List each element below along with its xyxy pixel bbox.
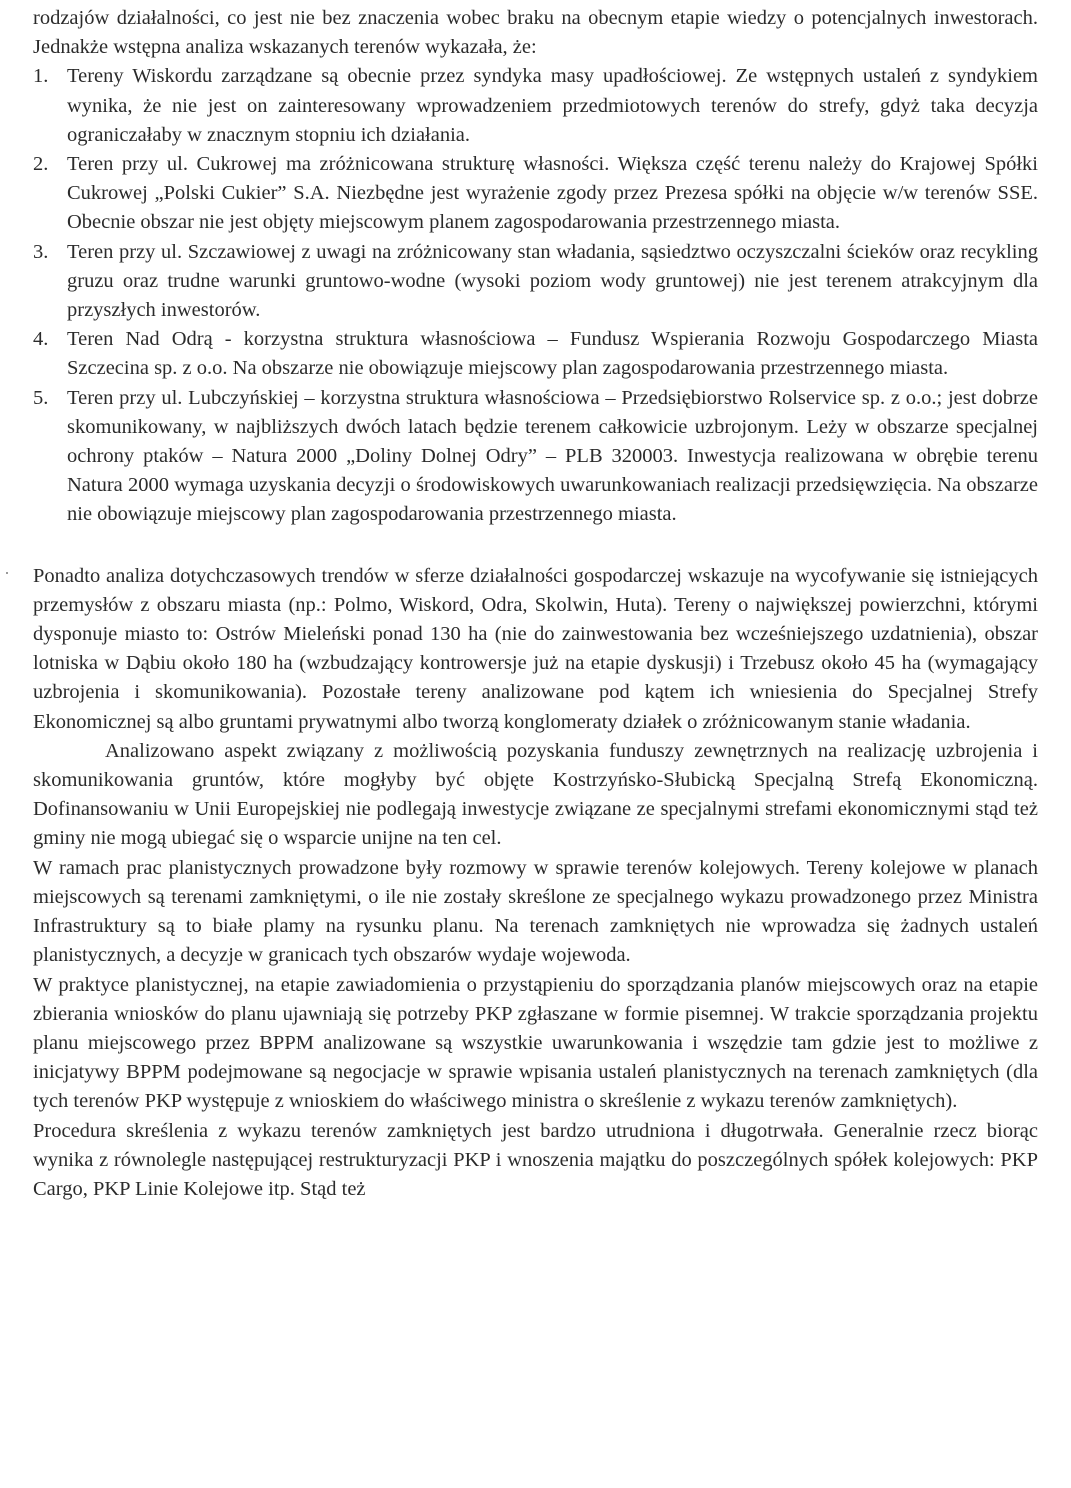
list-item-text: Teren przy ul. Cukrowej ma zróżnicowana strukturę własności. Większa część terenu należy do Krajowej Spółki Cukrowej „Polski Cukier” S.A. Niezbędne jest wyrażenie zgody przez Prezesa spółki na objęcie w/w terenów SSE. Obecnie obszar nie jest objęty miejscowym planem zagospodarowania przestrzennego miasta.: [67, 153, 1038, 234]
list-item-number: 4.: [33, 328, 49, 351]
scan-margin-mark: [6, 572, 8, 574]
list-item-number: 2.: [33, 153, 49, 176]
list-item-number: 5.: [33, 386, 49, 409]
list-item-text: Tereny Wiskordu zarządzane są obecnie przez syndyka masy upadłościowej. Ze wstępnych ustaleń z syndykiem wynika, że nie jest on zainteresowany wprowadzeniem przedmiotowych terenów do strefy, gdyż taka decyzja ograniczałaby w znacznym stopniu ich działania.: [67, 65, 1038, 146]
list-item-text: Teren Nad Odrą - korzystna struktura własnościowa – Fundusz Wspierania Rozwoju Gospodarczego Miasta Szczecina sp. z o.o. Na obszarze nie obowiązuje miejscowy plan zagospodarowania przestrzennego miasta.: [67, 328, 1038, 380]
site-analysis-list: [33, 62, 1038, 529]
intro-paragraph: rodzajów działalności, co jest nie bez znaczenia wobec braku na obecnym etapie wiedzy o potencjalnych inwestorach. Jednakże wstępna analiza wskazanych terenów wykazała, że:: [33, 7, 1038, 59]
list-item-text: Teren przy ul. Szczawiowej z uwagi na zróżnicowany stan władania, sąsiedztwo oczyszczalni ścieków oraz recykling gruzu oraz trudne warunki gruntowo-wodne (wysoki poziom wody gruntowej) nie jest terenem atrakcyjnym dla przyszłych inwestorów.: [67, 240, 1038, 322]
section-spacer: [33, 530, 1038, 562]
body-paragraph: W praktyce planistycznej, na etapie zawiadomienia o przystąpieniu do sporządzania planów miejscowych oraz na etapie zbierania wniosków do planu ujawniają się potrzeby PKP zgłaszane w formie pisemnej. W trakcie sporządzania projektu planu miejscowego przez BPPM analizowane są wszystkie uwarunkowania i wszędzie tam gdzie jest to możliwe z inicjatywy BPPM podejmowane są negocjacje w sprawie wpisania ustaleń planistycznych na terenach zamkniętych (dla tych terenów PKP występuje z wnioskiem do właściwego ministra o skreślenie z wykazu terenów zamkniętych).: [33, 973, 1038, 1113]
body-paragraph: Analizowano aspekt związany z możliwością pozyskania funduszy zewnętrznych na realizację uzbrojenia i skomunikowania gruntów, które mogłyby być objęte Kostrzyńsko-Słubicką Specjalną Strefą Ekonomiczną. Dofinansowaniu w Unii Europejskiej nie podlegają inwestycje związane ze specjalnymi strefami ekonomicznymi stąd też gminy nie mogą ubiegać się o wsparcie unijne na ten cel.: [33, 739, 1038, 850]
list-item-text: Teren przy ul. Lubczyńskiej – korzystna struktura własnościowa – Przedsiębiorstwo Rolservice sp. z o.o.; jest dobrze skomunikowany, w najbliższych dwóch latach będzie terenem całkowicie uzbrojonym. Leży w obszarze specjalnej ochrony ptaków – Natura 2000 „Doliny Dolnej Odry” – PLB 320003. Inwestycja realizowana w obrębie terenu Natura 2000 wymaga uzyskania decyzji o środowiskowych uwarunkowaniach realizacji przedsięwzięcia. Na obszarze nie obowiązuje miejscowy plan zagospodarowania przestrzennego miasta.: [67, 386, 1038, 526]
list-item: [33, 150, 1038, 238]
list-item-number: 3.: [33, 240, 49, 263]
list-item: [33, 62, 1038, 150]
body-paragraph: Procedura skreślenia z wykazu terenów zamkniętych jest bardzo utrudniona i długotrwała. Generalnie rzecz biorąc wynika z równolegle następującej restrukturyzacji PKP i wnoszenia majątku do poszczególnych spółek kolejowych: PKP Cargo, PKP Linie Kolejowe itp. Stąd też: [33, 1119, 1038, 1200]
list-item: [33, 384, 1038, 530]
document-page: [33, 4, 1038, 1204]
list-item: [33, 238, 1038, 326]
list-item-number: 1.: [33, 65, 49, 88]
list-item: [33, 325, 1038, 383]
body-paragraph: Ponadto analiza dotychczasowych trendów w sferze działalności gospodarczej wskazuje na wycofywanie się istniejących przemysłów z obszaru miasta (np.: Polmo, Wiskord, Odra, Skolwin, Huta). Tereny o największej powierzchni, którymi dysponuje miasto to: Ostrów Mieleński ponad 130 ha (nie do zainwestowania bez wcześniejszego uzdatnienia), obszar lotniska w Dąbiu około 180 ha (wzbudzający kontrowersje już na etapie dyskusji) i Trzebusz około 45 ha (wymagający uzbrojenia i skomunikowania). Pozostałe tereny analizowane pod kątem ich wniesienia do Specjalnej Strefy Ekonomicznej są albo gruntami prywatnymi albo tworzą konglomeraty działek o zróżnicowanym stanie władania.: [33, 564, 1038, 733]
body-paragraph: W ramach prac planistycznych prowadzone były rozmowy w sprawie terenów kolejowych. Tereny kolejowe w planach miejscowych są terenami zamkniętymi, o ile nie zostały skreślone ze specjalnego wykazu prowadzonego przez Ministra Infrastruktury są to białe plamy na rysunku planu. Na terenach zamkniętych nie wprowadza się żadnych ustaleń planistycznych, a decyzje w granicach tych obszarów wydaje wojewoda.: [33, 856, 1038, 967]
